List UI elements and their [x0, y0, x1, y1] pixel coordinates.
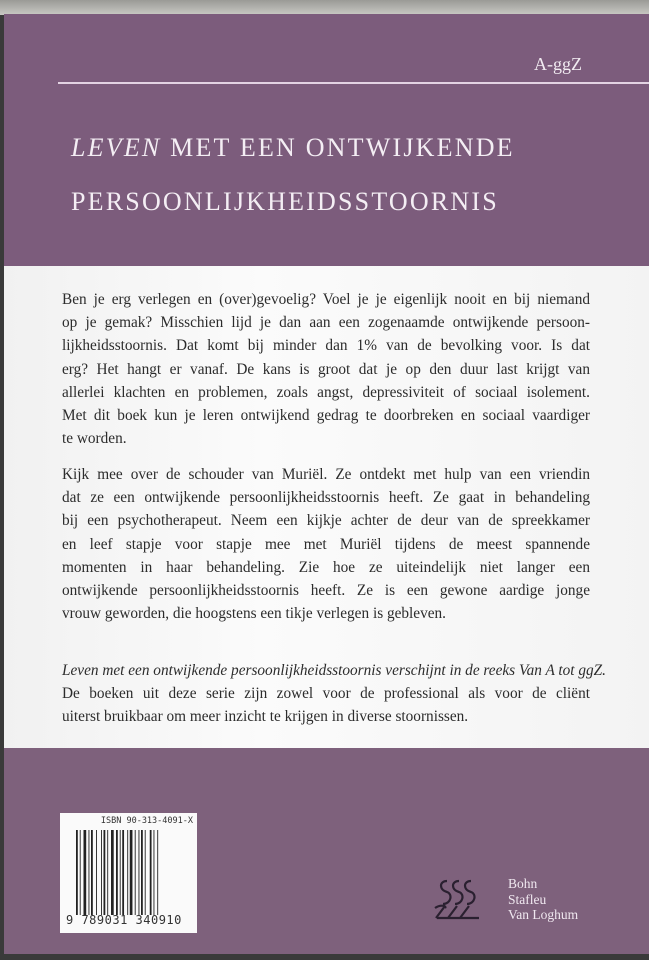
- cover-header-band: [4, 14, 649, 266]
- isbn-barcode: [60, 813, 197, 933]
- book-title-line-1: [71, 133, 591, 163]
- barcode-bar: [76, 830, 78, 915]
- blurb-paragraph-2: [62, 463, 590, 625]
- text-line: allerlei klachten en problemen, zoals angst, depressiviteit of sociaal isolement.: [62, 383, 590, 401]
- barcode-bar: [120, 830, 121, 915]
- text-line: lijkheidsstoornis. Dat komt bij minder dan 1% van de bevolking voor. Is dat: [62, 337, 590, 355]
- publisher-line: Stafleu: [508, 891, 547, 907]
- barcode-bar: [80, 830, 81, 915]
- barcode-bar: [116, 830, 118, 915]
- text-line: op je gemak? Misschien lijd je dan aan een zogenaamde ontwijkende persoon-: [62, 314, 590, 332]
- text-line: uiterst bruikbaar om meer inzicht te krijgen in diverse stoornissen.: [62, 708, 469, 726]
- blurb-paragraph-3: [62, 659, 606, 729]
- series-label: A-ggZ: [534, 54, 582, 74]
- barcode-bar: [84, 830, 87, 915]
- barcode-bar: [127, 830, 128, 915]
- barcode-bar: [150, 830, 152, 915]
- isbn-number: ISBN 90-313-4091-X: [100, 816, 193, 826]
- publisher-line: Bohn: [508, 876, 538, 891]
- text-line-italic: Leven met een ontwijkende persoonlijkheidsstoornis verschijnt in de reeks Van A tot ggZ.: [62, 662, 606, 679]
- barcode-bar: [157, 830, 158, 915]
- text-line: te worden.: [62, 430, 127, 448]
- publisher-name: [508, 876, 578, 923]
- barcode-bar: [104, 830, 106, 915]
- barcode-bar: [130, 830, 133, 915]
- text-line: Kijk mee over de schouder van Muriël. Ze ontdekt met hulp van een vriendin: [62, 466, 590, 483]
- text-line: Ben je erg verlegen en (over)gevoelig? Voel je je eigenlijk nooit en bij niemand: [62, 291, 590, 308]
- book-title-line-2: PERSOONLIJKHEIDSSTOORNIS: [71, 187, 499, 216]
- publisher-logo-icon: [433, 878, 487, 920]
- title-line-1-rest: MET EEN ONTWIJKENDE: [161, 133, 515, 162]
- text-line: dat ze een ontwijkende persoonlijkheidsstoornis heeft. Ze gaat in behandeling: [62, 489, 590, 507]
- barcode-bar: [154, 830, 155, 915]
- barcode-bar: [107, 830, 108, 915]
- barcode-bars: [76, 830, 182, 915]
- barcode-bar: [89, 830, 90, 915]
- text-line: en leef stapje voor stapje mee met Muriël tijdens de meest spannende: [62, 535, 590, 553]
- text-line: vrouw geworden, die hoogstens een tikje verlegen is gebleven.: [62, 605, 447, 623]
- barcode-bar: [135, 830, 136, 915]
- page-edge-strip: [0, 0, 649, 15]
- text-line: De boeken uit deze serie zijn zowel voor de professional als voor de cliënt: [62, 685, 590, 703]
- text-line: ontwijkende persoonlijkheidsstoornis heeft. Ze is een gewone aardige jonge: [62, 581, 590, 599]
- barcode-bar: [111, 830, 114, 915]
- blurb-paragraph-1: [62, 288, 590, 450]
- ean-number: 9 789031 340910: [66, 913, 182, 927]
- text-line: momenten in haar behandeling. Zie hoe ze uiteindelijk niet langer een: [62, 558, 590, 576]
- title-italic-word: LEVEN: [71, 133, 162, 162]
- header-rule: [58, 82, 649, 84]
- barcode-bar: [122, 830, 124, 915]
- text-line: Met dit boek kun je leren ontwijkend gedrag te doorbreken en sociaal vaardiger: [62, 406, 590, 424]
- barcode-bar: [96, 830, 97, 915]
- publisher-line: Van Loghum: [508, 907, 579, 922]
- barcode-bar: [91, 830, 93, 915]
- text-line: erg? Het hangt er vanaf. De kans is groot dat je op den duur last krijgt van: [62, 360, 590, 378]
- text-line: bij een psychotherapeut. Neem een kijkje achter de deur van de spreekkamer: [62, 512, 590, 530]
- barcode-bar: [141, 830, 143, 915]
- barcode-bar: [145, 830, 146, 915]
- barcode-bar: [139, 830, 140, 915]
- barcode-bar: [101, 830, 102, 915]
